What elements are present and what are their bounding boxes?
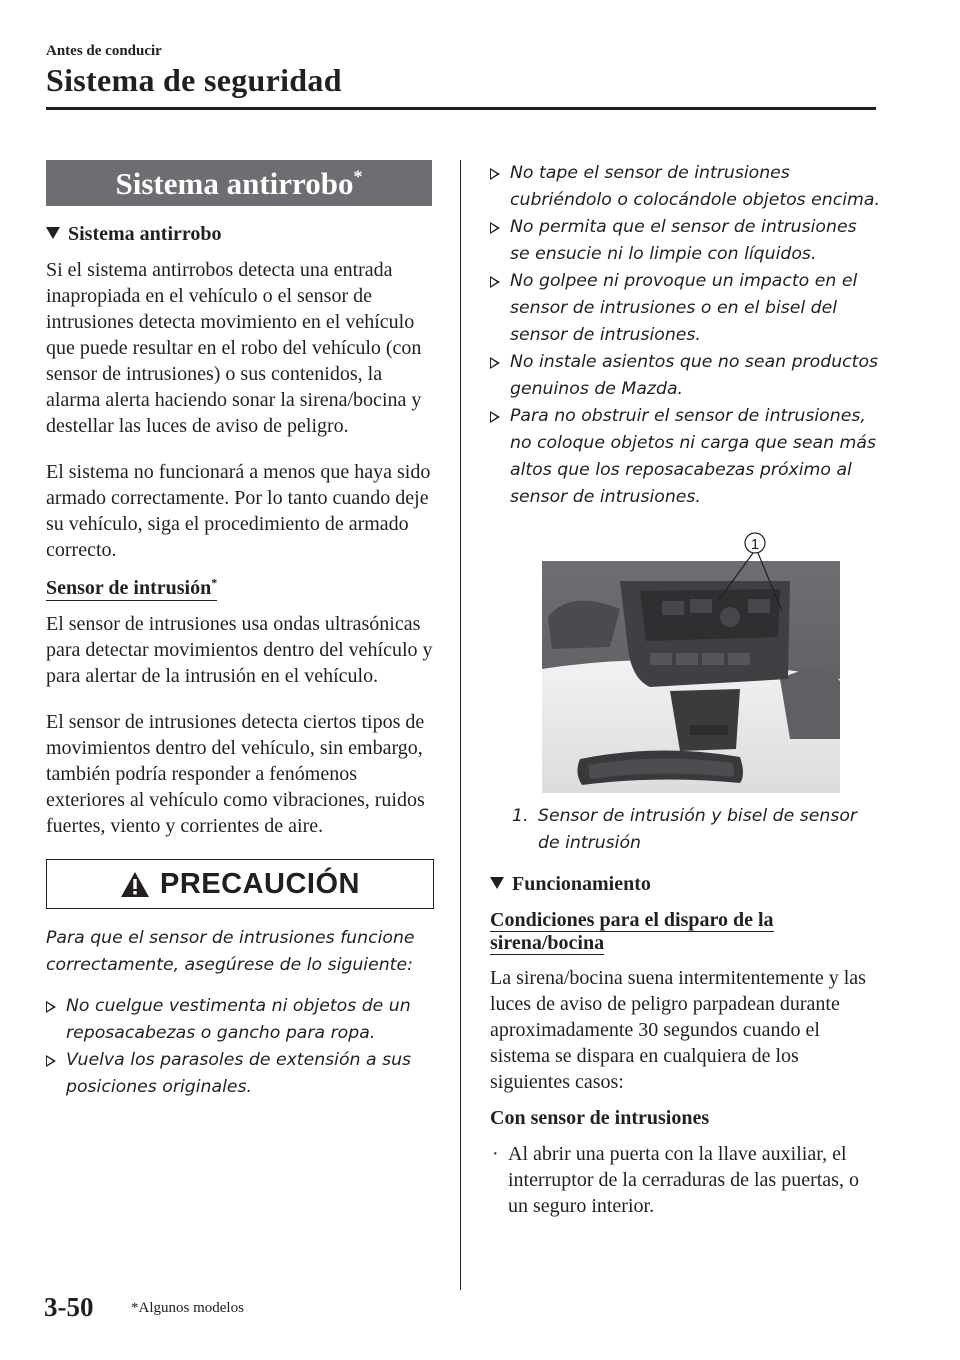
heading-sistema-antirrobo: [46, 221, 434, 247]
caution-item-text: No instale asientos que no sean productos genuinos de Mazda.: [510, 352, 879, 399]
caution-item: [490, 349, 880, 403]
page-number: 3-50: [44, 1292, 94, 1322]
paragraph: El sistema no funcionará a menos que haya sido armado correctamente. Por lo tanto cuando deje su vehículo, siga el procedimiento de armado correcto.: [46, 461, 431, 561]
overhead-console-photo: [490, 529, 880, 797]
arrow-bullet-icon: [46, 1055, 56, 1067]
caution-label: PRECAUCIÓN: [160, 868, 360, 900]
arrow-bullet-icon: [490, 222, 500, 234]
heading-funcionamiento: [490, 871, 880, 897]
caution-item-text: No tape el sensor de intrusiones cubriéndolo o colocándole objetos encima.: [510, 163, 880, 210]
dot-bullet-icon: ·: [492, 1143, 499, 1165]
footnote: *Algunos modelos: [131, 1300, 244, 1316]
right-column: [490, 160, 880, 1219]
section-banner: [46, 160, 432, 206]
caution-content: [46, 925, 434, 1101]
caution-item: [490, 403, 880, 511]
caution-item: [46, 993, 434, 1047]
subheading-asterisk: *: [211, 575, 218, 590]
caution-item-text: No cuelgue vestimenta ni objetos de un reposacabezas o gancho para ropa.: [66, 996, 411, 1043]
caution-item-text: No permita que el sensor de intrusiones se ensucie ni lo limpie con líquidos.: [510, 217, 857, 264]
subheading-text: Condiciones para el disparo de la sirena/bocina: [490, 909, 774, 954]
caution-box: [46, 859, 434, 909]
caution-item: [490, 268, 880, 349]
arrow-bullet-icon: [490, 411, 500, 423]
subheading-conditions: [490, 909, 880, 955]
bold-label: Con sensor de intrusiones: [490, 1107, 710, 1129]
warning-triangle-icon: [120, 871, 150, 898]
caution-intro: Para que el sensor de intrusiones funcione correctamente, asegúrese de lo siguiente:: [46, 928, 415, 975]
banner-asterisk: *: [353, 166, 363, 187]
header-rule: [46, 107, 876, 110]
caution-item-text: No golpee ni provoque un impacto en el sensor de intrusiones o en el bisel del sensor de intrusiones.: [510, 271, 858, 345]
subheading-text: Sensor de intrusión: [46, 577, 212, 599]
arrow-bullet-icon: [46, 1001, 56, 1013]
column-divider: [460, 160, 461, 1290]
caption-number: 1.: [512, 806, 529, 826]
banner-title: Sistema antirrobo: [115, 166, 354, 201]
arrow-bullet-icon: [490, 168, 500, 180]
caution-item: [490, 160, 880, 214]
triangle-down-icon: [46, 227, 60, 239]
caution-item: [46, 1047, 434, 1101]
figure-caption: [490, 803, 880, 857]
paragraph: El sensor de intrusiones usa ondas ultrasónicas para detectar movimientos dentro del vehículo y para alertar de la intrusión en el vehículo.: [46, 613, 433, 687]
caption-text: Sensor de intrusión y bisel de sensor de intrusión: [538, 806, 858, 853]
paragraph: Si el sistema antirrobos detecta una entrada inapropiada en el vehículo o el sensor de intrusiones detecta movimiento en el vehículo que puede resultar en el robo del vehículo (con sensor de intrusiones) o sus contenidos, la alarma alerta haciendo sonar la sirena/bocina y destellar las luces de aviso de peligro.: [46, 259, 422, 437]
sensor-illustration: [490, 529, 880, 797]
list-item-text: Al abrir una puerta con la llave auxiliar, el interruptor de la cerraduras de las puertas, o un seguro interior.: [508, 1143, 859, 1217]
left-column: [46, 160, 434, 1101]
heading-text: Funcionamiento: [512, 873, 651, 895]
list-item: [490, 1141, 880, 1219]
callout-number: 1: [750, 536, 760, 553]
arrow-bullet-icon: [490, 276, 500, 288]
section-label: Antes de conducir: [46, 43, 162, 59]
page-title: Sistema de seguridad: [46, 62, 342, 98]
arrow-bullet-icon: [490, 357, 500, 369]
caution-item-text: Para no obstruir el sensor de intrusiones, no coloque objetos ni carga que sean más altos que los reposacabezas próximo al sensor de intrusiones.: [510, 406, 876, 507]
heading-text: Sistema antirrobo: [68, 223, 222, 245]
triangle-down-icon: [490, 877, 504, 889]
caution-content-continued: [490, 160, 880, 511]
caution-item: [490, 214, 880, 268]
paragraph: El sensor de intrusiones detecta ciertos tipos de movimientos dentro del vehículo, sin embargo, también podría responder a fenómenos exteriores al vehículo como vibraciones, ruidos fuertes, viento y corrientes de aire.: [46, 711, 425, 837]
subheading-sensor: [46, 577, 217, 601]
caution-item-text: Vuelva los parasoles de extensión a sus posiciones originales.: [66, 1050, 412, 1097]
paragraph: La sirena/bocina suena intermitentemente y las luces de aviso de peligro parpadean durante aproximadamente 30 segundos cuando el sistema se dispara en cualquiera de los siguientes casos:: [490, 967, 866, 1093]
